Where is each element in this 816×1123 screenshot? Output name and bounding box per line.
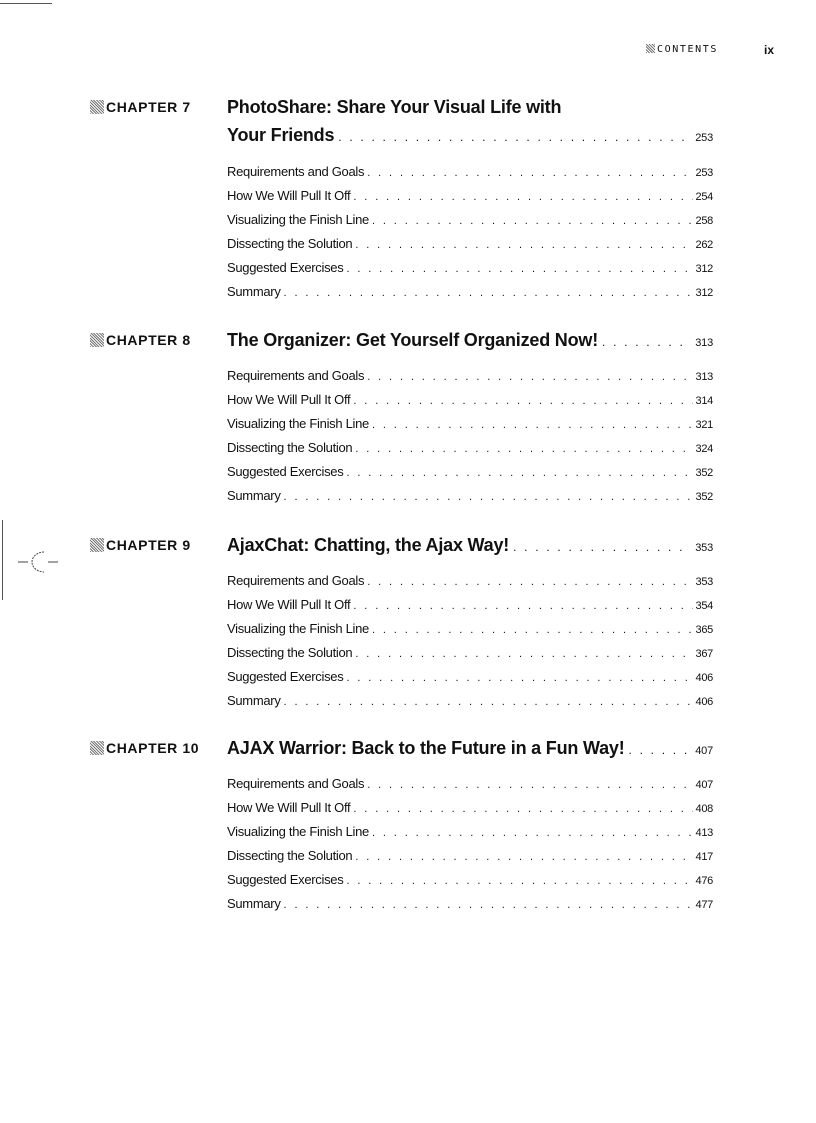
toc-entry[interactable]: [227, 392, 713, 416]
chapter-9: [0, 535, 816, 725]
dot-leader: [353, 600, 692, 612]
entry-title: Dissecting the Solution: [227, 848, 353, 863]
dot-leader: [346, 467, 692, 479]
chapter-title: AJAX Warrior: Back to the Future in a Fun Way!: [227, 738, 625, 758]
entry-page: 354: [695, 600, 713, 612]
chapter-title-row: [227, 125, 713, 146]
toc-entry[interactable]: [227, 440, 713, 464]
section-list: [227, 368, 713, 512]
toc-entry[interactable]: [227, 368, 713, 392]
entry-title: Summary: [227, 284, 281, 299]
running-head-section: CONTENTS: [646, 44, 718, 55]
chapter-10: [0, 738, 816, 928]
toc-entry[interactable]: [227, 848, 713, 872]
entry-page: 312: [695, 263, 713, 275]
chapter-page: 407: [695, 745, 713, 757]
dot-leader: [355, 443, 692, 455]
entry-page: 413: [695, 827, 713, 839]
entry-page: 417: [695, 851, 713, 863]
chapter-page: 313: [695, 337, 713, 349]
bullet-square-icon: [90, 333, 104, 347]
dot-leader: [629, 743, 692, 757]
entry-title: Summary: [227, 488, 281, 503]
entry-title: How We Will Pull It Off: [227, 188, 351, 203]
toc-entry[interactable]: [227, 669, 713, 693]
chapter-label: CHAPTER 8: [90, 332, 191, 348]
toc-entry[interactable]: [227, 621, 713, 645]
entry-page: 314: [695, 395, 713, 407]
entry-page: 352: [695, 491, 713, 503]
entry-title: Requirements and Goals: [227, 776, 365, 791]
dot-leader: [353, 191, 692, 203]
entry-title: Suggested Exercises: [227, 260, 344, 275]
dot-leader: [346, 672, 692, 684]
entry-page: 367: [695, 648, 713, 660]
page-number: ix: [763, 43, 774, 57]
entry-page: 407: [695, 779, 713, 791]
entry-title: Requirements and Goals: [227, 573, 365, 588]
entry-page: 353: [695, 576, 713, 588]
entry-title: Requirements and Goals: [227, 368, 365, 383]
entry-page: 352: [695, 467, 713, 479]
chapter-7: [0, 97, 816, 307]
chapter-8: [0, 330, 816, 520]
dot-leader: [346, 263, 692, 275]
bullet-square-icon: [90, 741, 104, 755]
entry-title: Dissecting the Solution: [227, 236, 353, 251]
dot-leader: [372, 419, 693, 431]
dot-leader: [284, 287, 693, 299]
chapter-label: CHAPTER 7: [90, 99, 191, 115]
chapter-label: CHAPTER 9: [90, 537, 191, 553]
dot-leader: [513, 540, 691, 554]
dot-leader: [338, 130, 691, 144]
entry-title: Suggested Exercises: [227, 669, 344, 684]
entry-title: Summary: [227, 896, 281, 911]
entry-page: 262: [695, 239, 713, 251]
bullet-square-icon: [90, 100, 104, 114]
dot-leader: [367, 371, 692, 383]
entry-title: Dissecting the Solution: [227, 645, 353, 660]
toc-entry[interactable]: [227, 645, 713, 669]
dot-leader: [372, 624, 693, 636]
entry-page: 258: [695, 215, 713, 227]
section-list: [227, 573, 713, 717]
chapter-page: 253: [695, 132, 713, 144]
dot-leader: [353, 395, 692, 407]
entry-title: Requirements and Goals: [227, 164, 365, 179]
section-list: [227, 164, 713, 308]
toc-entry[interactable]: [227, 260, 713, 284]
dot-leader: [367, 576, 692, 588]
toc-entry[interactable]: [227, 488, 713, 512]
toc-entry[interactable]: [227, 597, 713, 621]
chapter-title-row: [227, 330, 713, 351]
running-head: [600, 44, 776, 58]
entry-page: 406: [695, 672, 713, 684]
toc-entry[interactable]: [227, 236, 713, 260]
toc-entry[interactable]: [227, 824, 713, 848]
entry-title: Visualizing the Finish Line: [227, 621, 369, 636]
chapter-title-row: [227, 738, 713, 759]
entry-page: 365: [695, 624, 713, 636]
chapter-label: CHAPTER 10: [90, 740, 199, 756]
dot-leader: [372, 827, 693, 839]
dot-leader: [372, 215, 693, 227]
entry-page: 477: [695, 899, 713, 911]
entry-page: 312: [695, 287, 713, 299]
dot-leader: [355, 239, 692, 251]
entry-title: How We Will Pull It Off: [227, 392, 351, 407]
toc-entry[interactable]: [227, 693, 713, 717]
toc-entry[interactable]: [227, 896, 713, 920]
crop-mark-top: [0, 3, 52, 4]
entry-page: 321: [695, 419, 713, 431]
toc-entry[interactable]: [227, 776, 713, 800]
entry-title: Suggested Exercises: [227, 464, 344, 479]
chapter-title-row: [227, 535, 713, 556]
dot-leader: [346, 875, 692, 887]
entry-page: 476: [695, 875, 713, 887]
chapter-title: The Organizer: Get Yourself Organized Now!: [227, 330, 598, 350]
toc-entry[interactable]: [227, 800, 713, 824]
chapter-title: PhotoShare: Share Your Visual Life with: [227, 97, 562, 117]
chapter-page: 353: [695, 542, 713, 554]
entry-title: Visualizing the Finish Line: [227, 416, 369, 431]
entry-page: 408: [695, 803, 713, 815]
dot-leader: [353, 803, 692, 815]
dot-leader: [355, 851, 692, 863]
dot-leader: [284, 491, 693, 503]
entry-page: 253: [695, 167, 713, 179]
bullet-square-icon: [646, 44, 655, 53]
entry-title: Visualizing the Finish Line: [227, 824, 369, 839]
toc-entry[interactable]: [227, 284, 713, 308]
toc-entry[interactable]: [227, 464, 713, 488]
entry-page: 324: [695, 443, 713, 455]
entry-title: How We Will Pull It Off: [227, 597, 351, 612]
dot-leader: [284, 899, 693, 911]
bullet-square-icon: [90, 538, 104, 552]
entry-title: How We Will Pull It Off: [227, 800, 351, 815]
toc-entry[interactable]: [227, 573, 713, 597]
toc-entry[interactable]: [227, 164, 713, 188]
dot-leader: [355, 648, 692, 660]
dot-leader: [602, 335, 691, 349]
section-list: [227, 776, 713, 920]
dot-leader: [367, 167, 692, 179]
toc-entry[interactable]: [227, 872, 713, 896]
dot-leader: [367, 779, 692, 791]
toc-entry[interactable]: [227, 188, 713, 212]
entry-title: Dissecting the Solution: [227, 440, 353, 455]
entry-page: 406: [695, 696, 713, 708]
entry-page: 254: [695, 191, 713, 203]
dot-leader: [284, 696, 693, 708]
chapter-title-continued: Your Friends: [227, 125, 335, 145]
entry-title: Suggested Exercises: [227, 872, 344, 887]
entry-title: Summary: [227, 693, 281, 708]
entry-page: 313: [695, 371, 713, 383]
toc-entry[interactable]: [227, 212, 713, 236]
toc-entry[interactable]: [227, 416, 713, 440]
chapter-title: AjaxChat: Chatting, the Ajax Way!: [227, 535, 510, 555]
entry-title: Visualizing the Finish Line: [227, 212, 369, 227]
